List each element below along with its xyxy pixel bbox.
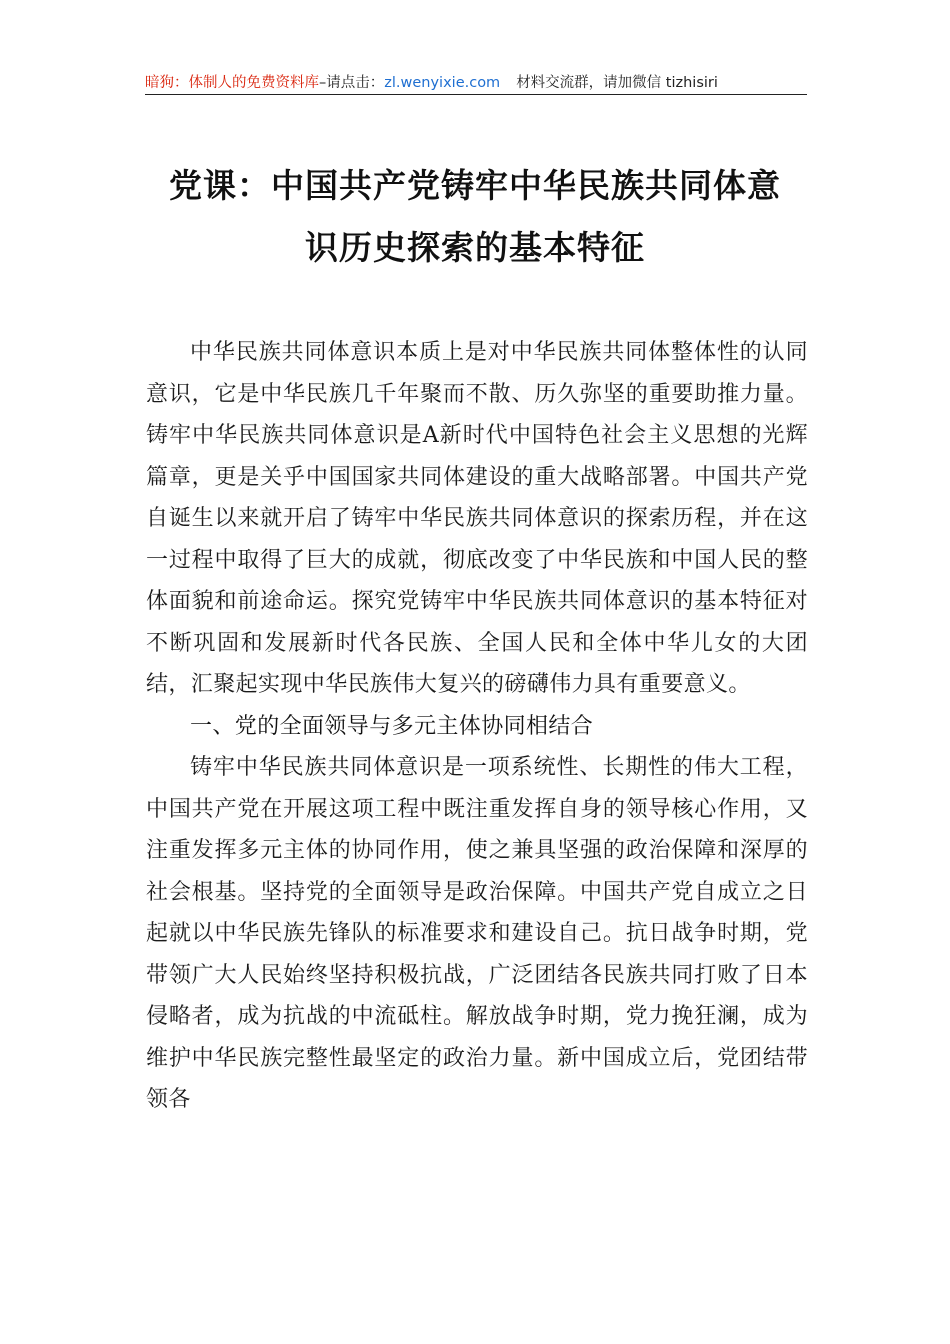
header-promo-text: 暗狗：体制人的免费资料库 [145,75,319,91]
section-1-paragraph: 铸牢中华民族共同体意识是一项系统性、长期性的伟大工程，中国共产党在开展这项工程中既注重发挥自身的领导核心作用，又注重发挥多元主体的协同作用，使之兼具坚强的政治保障和深厚的社会根基。坚持党的全面领导是政治保障。中国共产党自成立之日起就以中华民族先锋队的标准要求和建设自己。抗日战争时期，党带领广大人民始终坚持积极抗战，广泛团结各民族共同打败了日本侵略者，成为抗战的中流砥柱。解放战争时期，党力挽狂澜，成为维护中华民族完整性最坚定的政治力量。新中国成立后，党团结带领各 [146,755,808,1112]
header-contact-text: 材料交流群，请加微信 tizhisiri [516,75,718,91]
intro-paragraph: 中华民族共同体意识本质上是对中华民族共同体整体性的认同意识，它是中华民族几千年聚而不散、历久弥坚的重要助推力量。铸牢中华民族共同体意识是A新时代中国特色社会主义思想的光辉篇章，更是关乎中国国家共同体建设的重大战略部署。中国共产党自诞生以来就开启了铸牢中华民族共同体意识的探索历程，并在这一过程中取得了巨大的成就，彻底改变了中华民族和中国人民的整体面貌和前途命运。探究党铸牢中华民族共同体意识的基本特征对不断巩固和发展新时代各民族、全国人民和全体中华儿女的大团结，汇聚起实现中华民族伟大复兴的磅礴伟力具有重要意义。 [146,340,808,697]
title-line-1: 党课：中国共产党铸牢中华民族共同体意 [169,166,781,205]
page-header [145,70,807,95]
document-body [146,332,808,1121]
section-1-heading: 一、党的全面领导与多元主体协同相结合 [190,713,594,739]
header-url-link[interactable]: zl.wenyixie.com [384,75,501,91]
title-line-2: 识历史探索的基本特征 [305,228,645,267]
header-click-prefix: –请点击： [319,75,385,91]
document-title [140,155,810,279]
